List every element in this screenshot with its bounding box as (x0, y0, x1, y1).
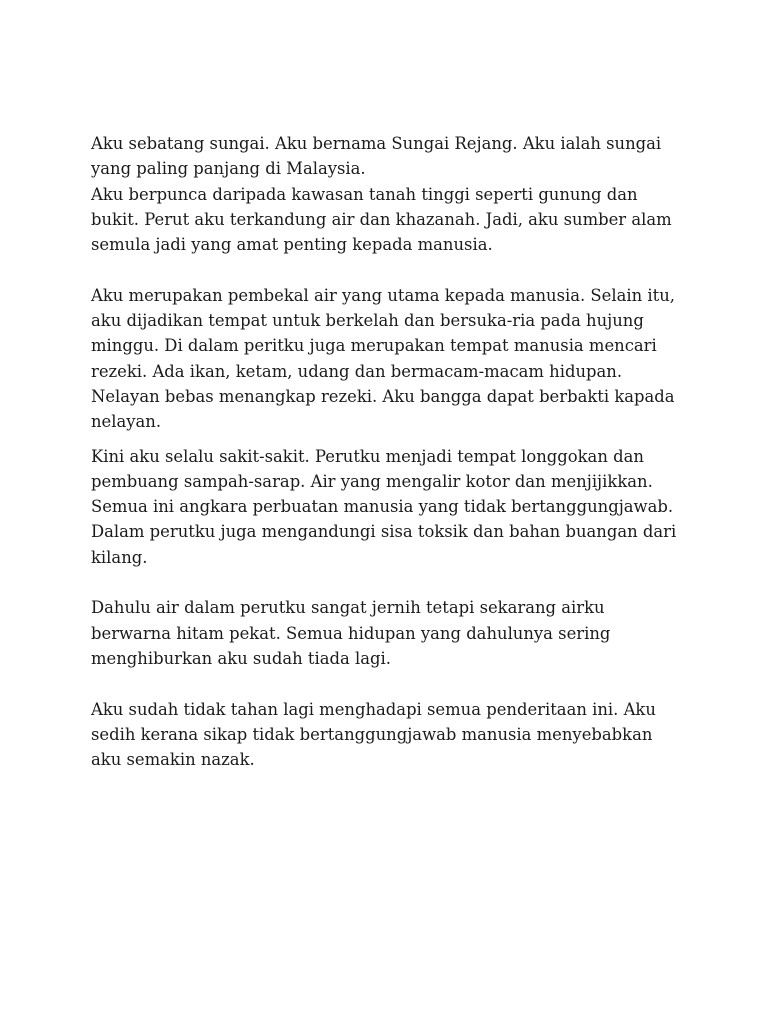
paragraph-4 (91, 595, 691, 671)
text-line: Aku sudah tidak tahan lagi menghadapi semua penderitaan ini. Aku (91, 699, 656, 719)
text-line: Semua ini angkara perbuatan manusia yang tidak bertanggungjawab. (91, 497, 674, 517)
paragraph-2 (91, 283, 691, 435)
text-line: kilang. (91, 547, 148, 567)
paragraph-3 (91, 444, 691, 570)
text-line: berwarna hitam pekat. Semua hidupan yang dahulunya sering (91, 623, 611, 643)
text-line: Dahulu air dalam perutku sangat jernih tetapi sekarang airku (91, 598, 605, 618)
text-line: semula jadi yang amat penting kepada manusia. (91, 235, 493, 255)
paragraph-5 (91, 697, 691, 773)
text-line: Kini aku selalu sakit-sakit. Perutku menjadi tempat longgokan dan (91, 446, 644, 466)
text-line: Nelayan bebas menangkap rezeki. Aku bangga dapat berbakti kapada (91, 386, 675, 406)
text-line: pembuang sampah-sarap. Air yang mengalir kotor dan menjijikkan. (91, 471, 653, 491)
text-line: yang paling panjang di Malaysia. (91, 159, 366, 179)
text-line: minggu. Di dalam peritku juga merupakan tempat manusia mencari (91, 336, 657, 356)
text-line: nelayan. (91, 412, 162, 432)
paragraph-1 (91, 131, 691, 257)
text-line: Aku merupakan pembekal air yang utama kepada manusia. Selain itu, (91, 285, 675, 305)
text-line: bukit. Perut aku terkandung air dan khazanah. Jadi, aku sumber alam (91, 209, 672, 229)
text-line: Aku berpunca daripada kawasan tanah tinggi seperti gunung dan (91, 184, 638, 204)
text-line: aku dijadikan tempat untuk berkelah dan bersuka-ria pada hujung (91, 311, 644, 331)
document-body (91, 131, 691, 772)
text-line: rezeki. Ada ikan, ketam, udang dan bermacam-macam hidupan. (91, 361, 623, 381)
text-line: sedih kerana sikap tidak bertanggungjawab manusia menyebabkan (91, 724, 653, 744)
text-line: aku semakin nazak. (91, 750, 255, 770)
text-line: Aku sebatang sungai. Aku bernama Sungai Rejang. Aku ialah sungai (91, 134, 662, 153)
text-line: menghiburkan aku sudah tiada lagi. (91, 648, 391, 668)
text-line: Dalam perutku juga mengandungi sisa toksik dan bahan buangan dari (91, 522, 677, 542)
